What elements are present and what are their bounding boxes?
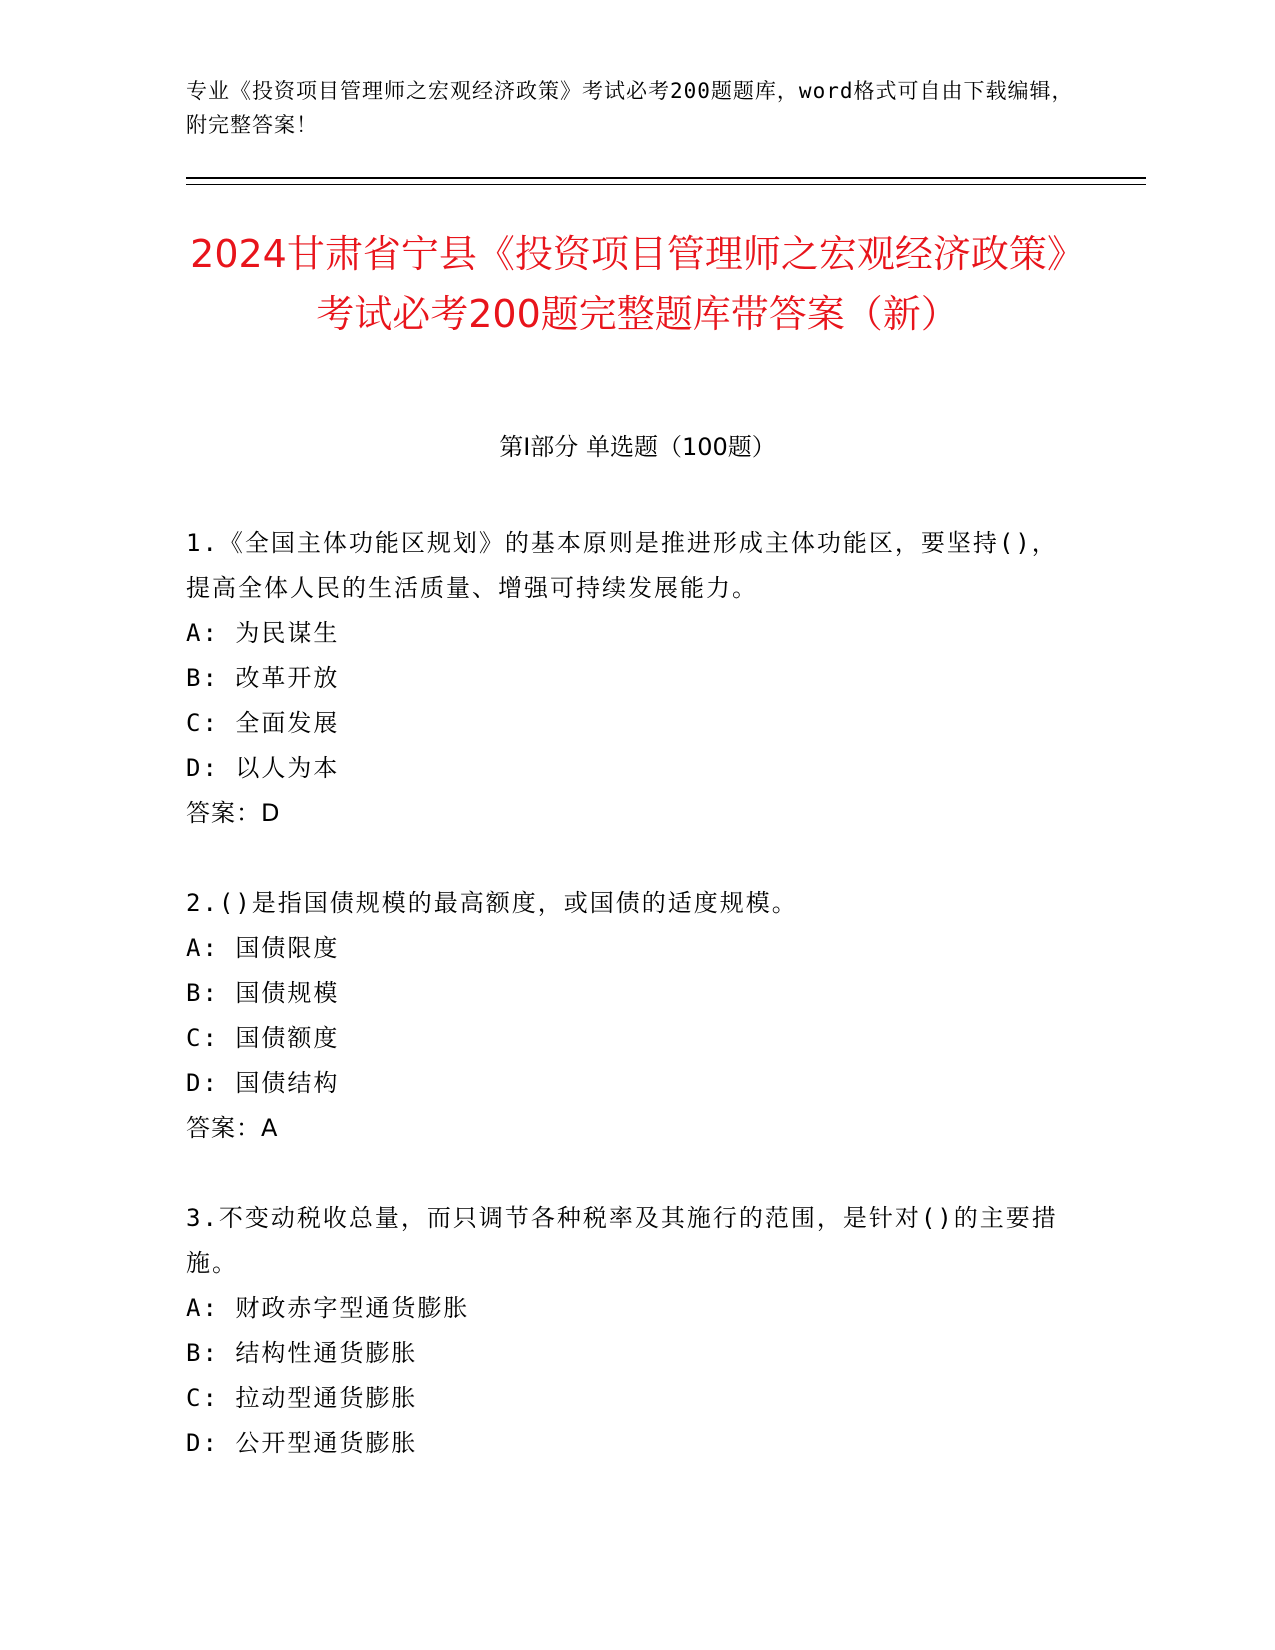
option-d: D: 以人为本 bbox=[186, 754, 340, 782]
option-c: C: 拉动型通货膨胀 bbox=[186, 1384, 418, 1412]
option-a: A: 财政赤字型通货膨胀 bbox=[186, 1294, 470, 1322]
question-text: 1.《全国主体功能区规划》的基本原则是推进形成主体功能区，要坚持()，提高全体人民的生活质量、增强可持续发展能力。 bbox=[186, 529, 1058, 602]
option-b: B: 国债规模 bbox=[186, 979, 340, 1007]
option-d: D: 国债结构 bbox=[186, 1069, 340, 1097]
option-c: C: 国债额度 bbox=[186, 1024, 340, 1052]
option-b: B: 结构性通货膨胀 bbox=[186, 1339, 418, 1367]
answer: 答案：D bbox=[186, 799, 281, 827]
question-item bbox=[186, 521, 1066, 836]
header-divider-thick bbox=[186, 177, 1146, 179]
answer: 答案：A bbox=[186, 1114, 279, 1142]
question-text: 3.不变动税收总量，而只调节各种税率及其施行的范围，是针对()的主要措施。 bbox=[186, 1204, 1058, 1277]
option-a: A: 为民谋生 bbox=[186, 619, 340, 647]
question-item bbox=[186, 881, 1066, 1151]
option-a: A: 国债限度 bbox=[186, 934, 340, 962]
section-title: 第I部分 单选题（100题） bbox=[499, 433, 776, 461]
option-d: D: 公开型通货膨胀 bbox=[186, 1429, 418, 1457]
option-c: C: 全面发展 bbox=[186, 709, 340, 737]
question-list bbox=[186, 521, 1066, 1511]
document-title: 2024甘肃省宁县《投资项目管理师之宏观经济政策》考试必考200题完整题库带答案（新） bbox=[190, 232, 1085, 336]
header-divider-thin bbox=[186, 184, 1146, 185]
question-text: 2.()是指国债规模的最高额度，或国债的适度规模。 bbox=[186, 889, 798, 917]
option-b: B: 改革开放 bbox=[186, 664, 340, 692]
header-note: 专业《投资项目管理师之宏观经济政策》考试必考200题题库，word格式可自由下载编辑，附完整答案！ bbox=[186, 79, 1074, 137]
question-item bbox=[186, 1196, 1066, 1466]
